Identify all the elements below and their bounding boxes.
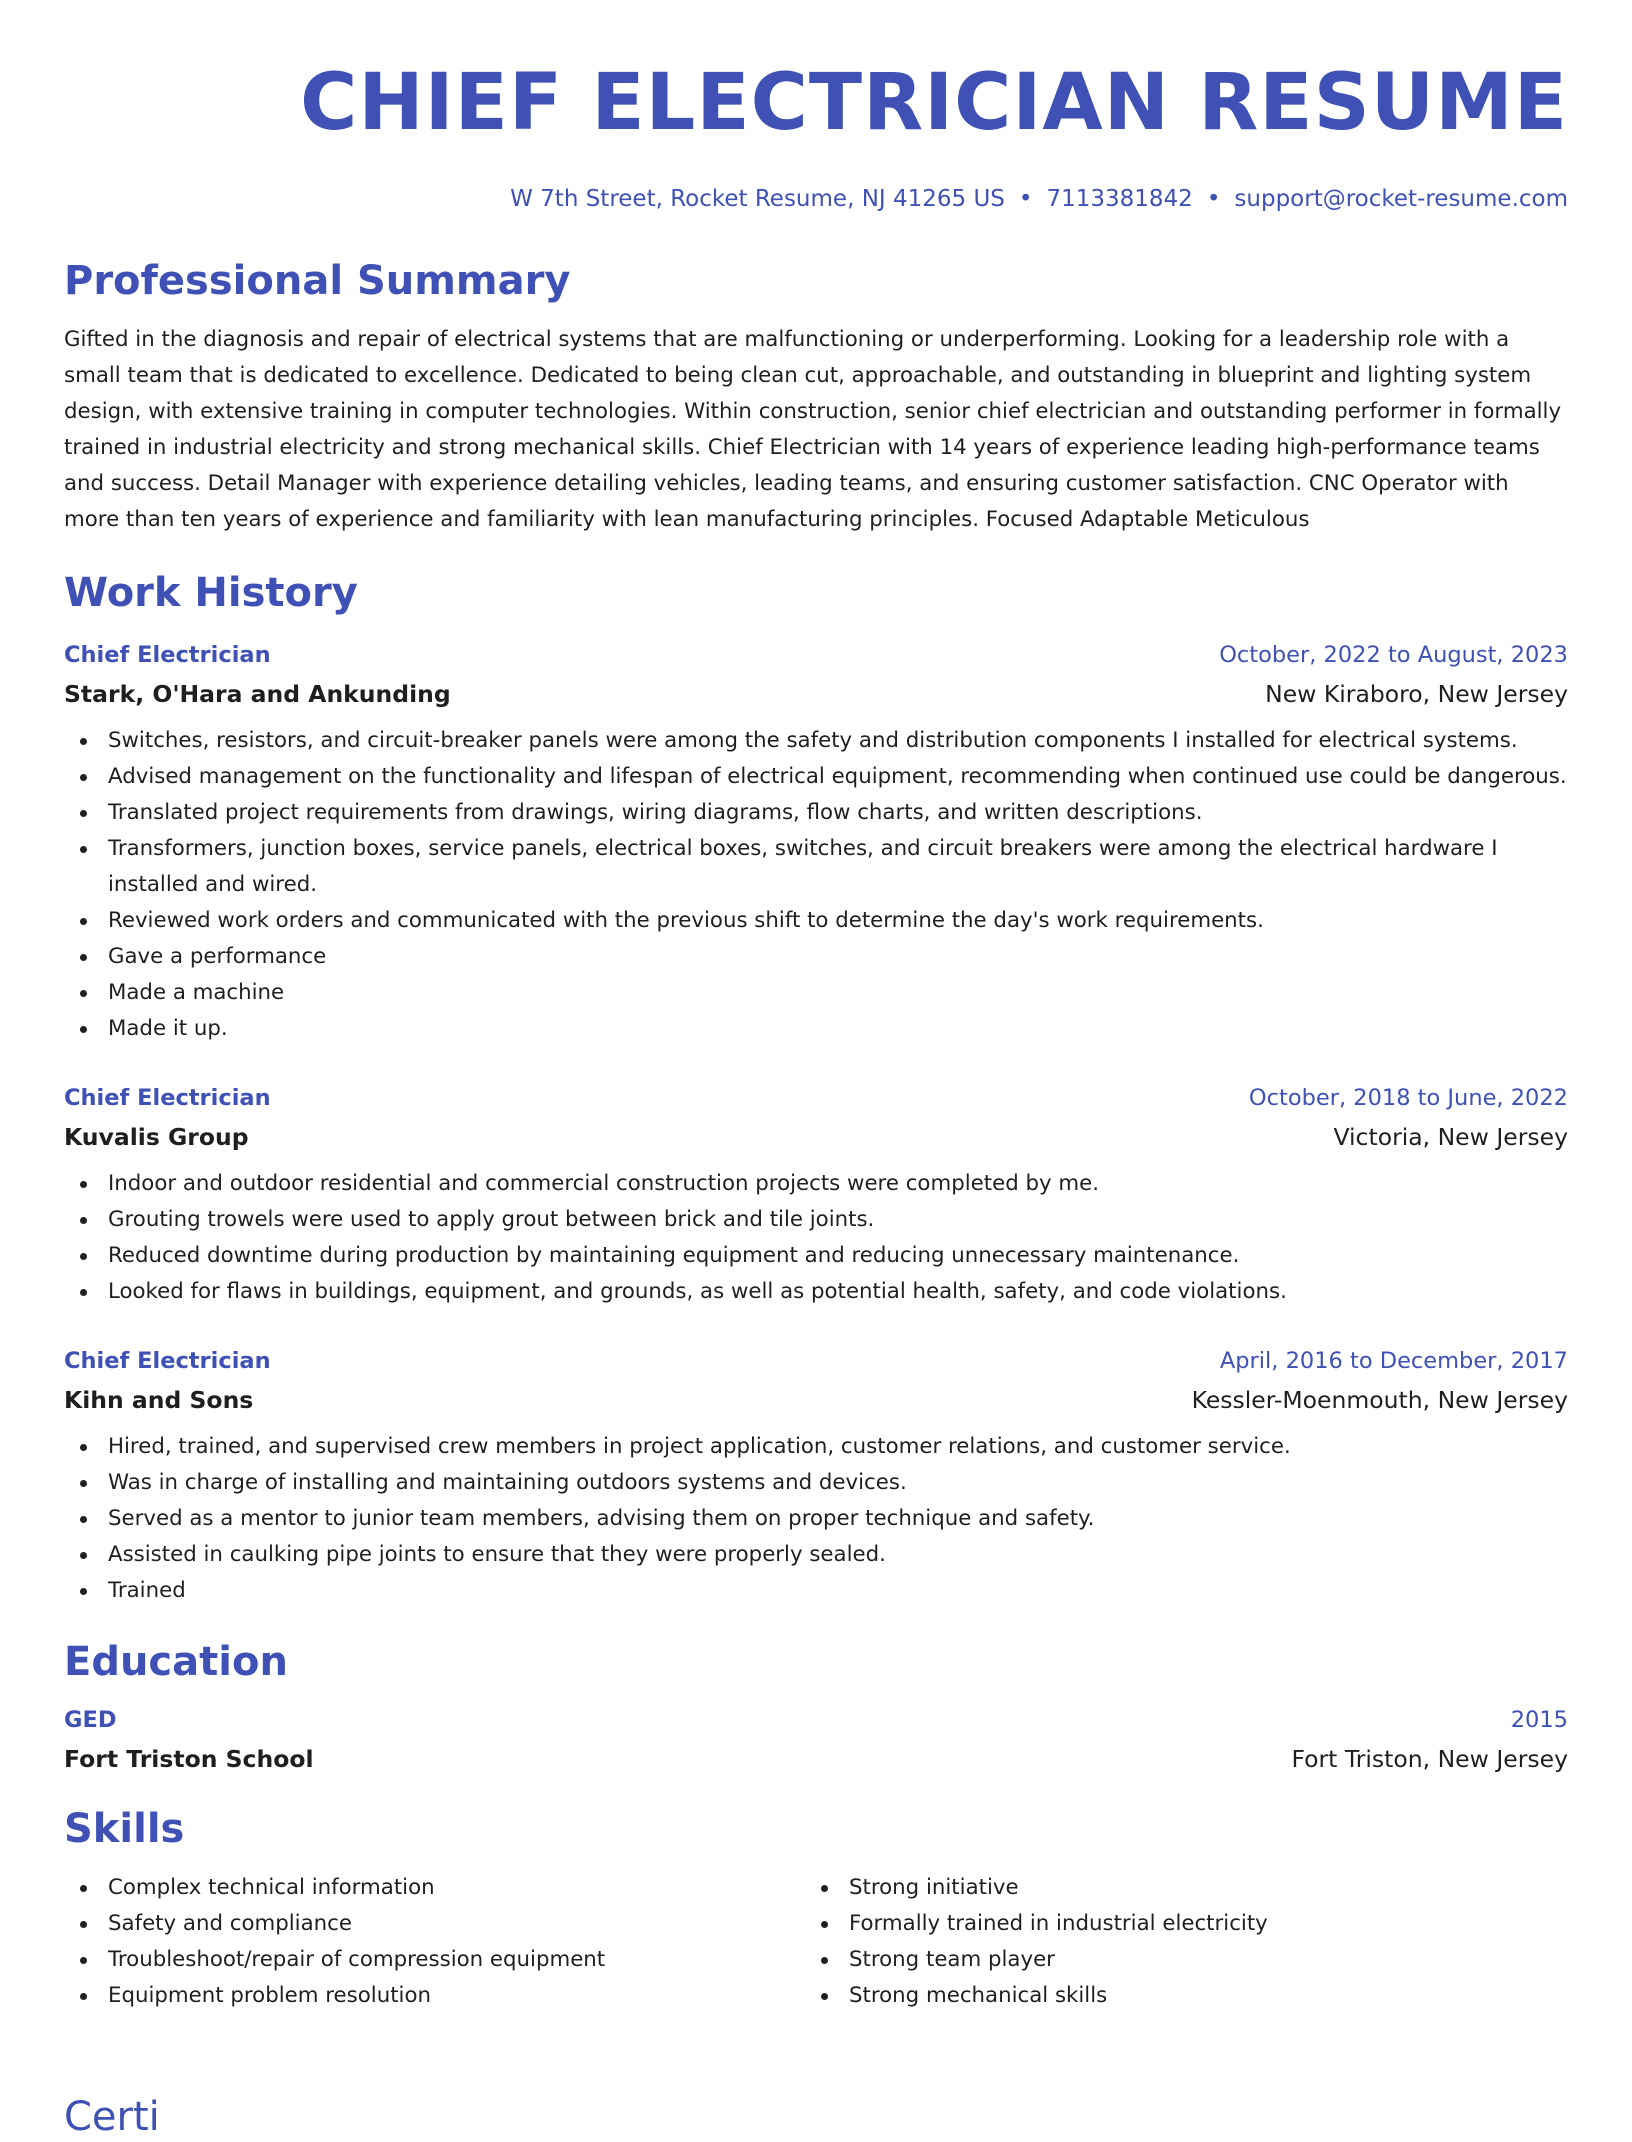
job-location: New Kiraboro, New Jersey	[1265, 680, 1568, 708]
job-company: Kuvalis Group	[64, 1123, 249, 1151]
job-bullet: Translated project requirements from drawings, wiring diagrams, flow charts, and written descriptions.	[64, 795, 1568, 831]
job-bullet: Made it up.	[64, 1011, 1568, 1047]
work-history-heading: Work History	[64, 570, 358, 616]
skill-item: Strong team player	[805, 1942, 1546, 1978]
job-bullet: Looked for flaws in buildings, equipment, and grounds, as well as potential health, safety, and code violations.	[64, 1274, 1568, 1310]
job-bullet: Trained	[64, 1573, 1568, 1609]
job-entry	[64, 1346, 1568, 1609]
job-role: Chief Electrician	[64, 1085, 271, 1111]
education-school: Fort Triston School	[64, 1745, 314, 1773]
next-section-heading-cut	[64, 2092, 160, 2140]
skill-item: Safety and compliance	[64, 1906, 805, 1942]
skill-item: Strong initiative	[805, 1870, 1546, 1906]
next-section-heading-partial: Certi	[64, 2094, 160, 2140]
job-bullet: Was in charge of installing and maintaining outdoors systems and devices.	[64, 1465, 1568, 1501]
separator-dot: •	[1206, 186, 1221, 212]
job-bullet: Advised management on the functionality and lifespan of electrical equipment, recommending when continued use could be dangerous.	[64, 759, 1568, 795]
resume-page	[64, 0, 1568, 2014]
job-bullet-list	[64, 723, 1568, 1047]
job-bullet: Gave a performance	[64, 939, 1568, 975]
education-degree: GED	[64, 1707, 117, 1733]
job-bullet: Switches, resistors, and circuit-breaker panels were among the safety and distribution components I installed for electrical systems.	[64, 723, 1568, 759]
job-bullet-list	[64, 1166, 1568, 1310]
job-company: Stark, O'Hara and Ankunding	[64, 680, 451, 708]
job-location: Kessler-Moenmouth, New Jersey	[1191, 1386, 1568, 1414]
education-year: 2015	[1510, 1707, 1568, 1733]
summary-heading: Professional Summary	[64, 258, 571, 304]
job-bullet: Reviewed work orders and communicated with the previous shift to determine the day's work requirements.	[64, 903, 1568, 939]
skill-item: Equipment problem resolution	[64, 1978, 805, 2014]
skill-item: Troubleshoot/repair of compression equipment	[64, 1942, 805, 1978]
skill-item: Formally trained in industrial electricity	[805, 1906, 1546, 1942]
job-bullet: Hired, trained, and supervised crew members in project application, customer relations, and customer service.	[64, 1429, 1568, 1465]
skills-grid	[64, 1870, 1568, 2014]
job-bullet: Reduced downtime during production by maintaining equipment and reducing unnecessary maintenance.	[64, 1238, 1568, 1274]
job-entry	[64, 640, 1568, 1047]
job-dates: October, 2022 to August, 2023	[1219, 642, 1568, 668]
summary-text: Gifted in the diagnosis and repair of electrical systems that are malfunctioning or underperforming. Looking for a leadership role with a small team that is dedicated to excellence. Dedicated to being clean cut, approachable, and outstanding in blueprint and lighting system design, with extensive training in computer technologies. Within construction, senior chief electrician and outstanding performer in formally trained in industrial electricity and strong mechanical skills. Chief Electrician with 14 years of experience leading high-performance teams and success. Detail Manager with experience detailing vehicles, leading teams, and ensuring customer satisfaction. CNC Operator with more than ten years of experience and familiarity with lean manufacturing principles. Focused Adaptable Meticulous	[64, 327, 1562, 532]
skills-heading: Skills	[64, 1806, 185, 1852]
job-entry	[64, 1083, 1568, 1310]
skill-item: Strong mechanical skills	[805, 1978, 1546, 2014]
job-bullet: Served as a mentor to junior team members, advising them on proper technique and safety.	[64, 1501, 1568, 1537]
job-location: Victoria, New Jersey	[1333, 1123, 1568, 1151]
contact-phone: 7113381842	[1046, 186, 1193, 212]
job-bullet: Made a machine	[64, 975, 1568, 1011]
separator-dot: •	[1018, 186, 1033, 212]
job-role: Chief Electrician	[64, 642, 271, 668]
resume-title: CHIEF ELECTRICIAN RESUME	[300, 58, 1568, 148]
contact-address: W 7th Street, Rocket Resume, NJ 41265 US	[510, 186, 1005, 212]
education-entry	[64, 1705, 1568, 1774]
education-location: Fort Triston, New Jersey	[1291, 1745, 1568, 1773]
job-company: Kihn and Sons	[64, 1386, 254, 1414]
skills-list-left	[64, 1870, 805, 2014]
contact-email: support@rocket-resume.com	[1234, 186, 1568, 212]
job-bullet-list	[64, 1429, 1568, 1609]
skills-list-right	[805, 1870, 1546, 2014]
education-heading: Education	[64, 1639, 288, 1685]
job-dates: April, 2016 to December, 2017	[1219, 1348, 1568, 1374]
job-bullet: Indoor and outdoor residential and commercial construction projects were completed by me.	[64, 1166, 1568, 1202]
job-dates: October, 2018 to June, 2022	[1248, 1085, 1568, 1111]
job-bullet: Transformers, junction boxes, service panels, electrical boxes, switches, and circuit breakers were among the electrical hardware I installed and wired.	[64, 831, 1568, 903]
job-bullet: Grouting trowels were used to apply grout between brick and tile joints.	[64, 1202, 1568, 1238]
job-role: Chief Electrician	[64, 1348, 271, 1374]
job-bullet: Assisted in caulking pipe joints to ensure that they were properly sealed.	[64, 1537, 1568, 1573]
skill-item: Complex technical information	[64, 1870, 805, 1906]
contact-line	[64, 184, 1568, 214]
